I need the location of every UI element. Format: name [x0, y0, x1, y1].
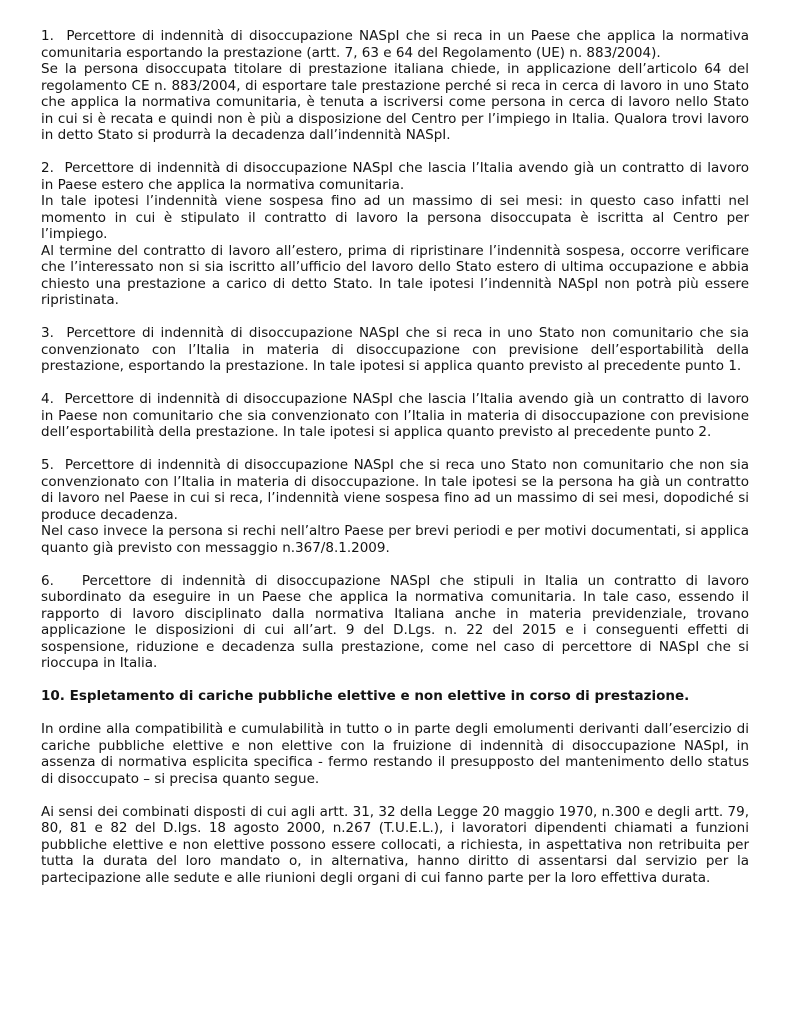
section-heading-text: 10. Espletamento di cariche pubbliche elettive e non elettive in corso di prestazione.: [41, 688, 690, 704]
paragraph-body: Ai sensi dei combinati disposti di cui agli artt. 31, 32 della Legge 20 maggio 1970, n.300 e degli artt. 79, 80, 81 e 82 del D.lgs. 18 agosto 2000, n.267 (T.U.E.L.), i lavoratori dipendenti chiamati a funzioni pubbliche elettive e non elettive possono essere collocati, a richiesta, in aspettativa non retribuita per tutta la durata del loro mandato o, in alternativa, hanno diritto di assentarsi dal servizio per la partecipazione alle sedute e alle riunioni degli organi di cui fanno parte per la loro effettiva durata.: [41, 803, 749, 886]
paragraph-block-1: [41, 28, 749, 144]
document-body: [41, 28, 749, 886]
paragraph-block-6: [41, 573, 749, 672]
paragraph-item-1: 1. Percettore di indennità di disoccupazione NASpI che si reca in un Paese che applica la normativa comunitaria esportando la prestazione (artt. 7, 63 e 64 del Regolamento (UE) n. 883/2004).: [41, 28, 749, 61]
paragraph-body: Nel caso invece la persona si rechi nell’altro Paese per brevi periodi e per motivi documentati, si applica quanto già previsto con messaggio n.367/8.1.2009.: [41, 523, 749, 556]
paragraph-block-3: [41, 325, 749, 375]
paragraph-block-4: [41, 391, 749, 441]
paragraph-block-7: [41, 721, 749, 787]
paragraph-block-8: [41, 804, 749, 887]
paragraph-body: In ordine alla compatibilità e cumulabilità in tutto o in parte degli emolumenti derivanti dall’esercizio di cariche pubbliche elettive e non elettive con la fruizione di indennità di disoccupazione NASpI, in assenza di normativa esplicita specifica - fermo restando il presupposto del mantenimento dello status di disoccupato – si precisa quanto segue.: [41, 721, 749, 787]
paragraph-item-4: 4. Percettore di indennità di disoccupazione NASpI che lascia l’Italia avendo già un contratto di lavoro in Paese non comunitario che sia convenzionato con l’Italia in materia di disoccupazione con previsione dell’esportabilità della prestazione. In tale ipotesi si applica quanto previsto al precedente punto 2.: [41, 391, 749, 440]
paragraph-block-5: [41, 457, 749, 556]
paragraph-item-2: 2. Percettore di indennità di disoccupazione NASpI che lascia l’Italia avendo già un contratto di lavoro in Paese estero che applica la normativa comunitaria.: [41, 160, 749, 193]
paragraph-item-3: 3. Percettore di indennità di disoccupazione NASpI che si reca in uno Stato non comunitario che sia convenzionato con l’Italia in materia di disoccupazione con previsione dell’esportabilità della prestazione, esportando la prestazione. In tale ipotesi si applica quanto previsto al precedente punto 1.: [41, 325, 749, 374]
paragraph-body: Al termine del contratto di lavoro all’estero, prima di ripristinare l’indennità sospesa, occorre verificare che l’interessato non si sia iscritto all’ufficio del lavoro dello Stato estero di ultima occupazione e abbia chiesto una prestazione a carico di detto Stato. In tale ipotesi l’indennità NASpI non potrà più essere ripristinata.: [41, 242, 749, 308]
paragraph-body: Se la persona disoccupata titolare di prestazione italiana chiede, in applicazione dell’articolo 64 del regolamento CE n. 883/2004, di esportare tale prestazione perché si reca in cerca di lavoro in uno Stato che applica la normativa comunitaria, è tenuta a iscriversi come persona in cerca di lavoro nello Stato in cui si è recata e quindi non è più a disposizione del Centro per l’impiego in Italia. Qualora trovi lavoro in detto Stato si produrrà la decadenza dall’indennità NASpI.: [41, 61, 749, 143]
paragraph-item-5: 5. Percettore di indennità di disoccupazione NASpI che si reca uno Stato non comunitario che non sia convenzionato con l’Italia in materia di disoccupazione. In tale ipotesi se la persona ha già un contratto di lavoro nel Paese in cui si reca, l’indennità viene sospesa fino ad un massimo di sei mesi, dopodiché si produce decadenza.: [41, 457, 749, 523]
paragraph-block-2: [41, 160, 749, 309]
paragraph-body: In tale ipotesi l’indennità viene sospesa fino ad un massimo di sei mesi: in questo caso infatti nel momento in cui è stipulato il contratto di lavoro la persona disoccupata è iscritta al Centro per l’impiego.: [41, 193, 749, 242]
paragraph-item-6: 6. Percettore di indennità di disoccupazione NASpI che stipuli in Italia un contratto di lavoro subordinato da eseguire in un Paese che applica la normativa comunitaria. In tale caso, essendo il rapporto di lavoro disciplinato dalla normativa Italiana anche in materia previdenziale, trovano applicazione le disposizioni di cui all’art. 9 del D.Lgs. n. 22 del 2015 e i conseguenti effetti di sospensione, riduzione e decadenza sulla prestazione, come nel caso di percettore di NASpI che si rioccupa in Italia.: [41, 572, 749, 671]
section-heading-10: [41, 688, 749, 705]
